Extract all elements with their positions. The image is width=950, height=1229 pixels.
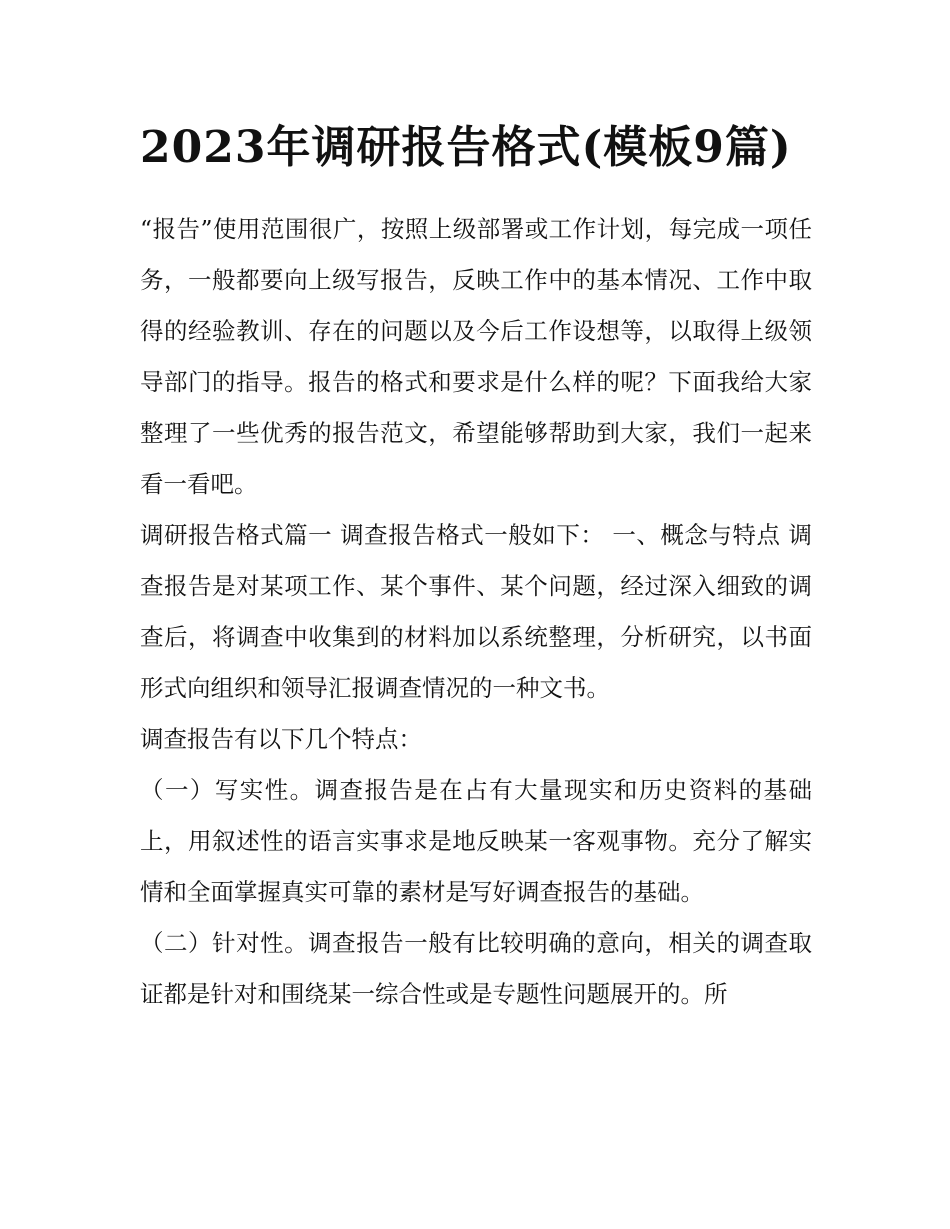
section-one-paragraph: 调研报告格式篇一 调查报告格式一般如下： 一、概念与特点 调查报告是对某项工作、某个事件、某个问题，经过深入细致的调查后，将调查中收集到的材料加以系统整理，分析研究，以书面形式向组织和领导汇报调查情况的一种文书。 bbox=[140, 521, 812, 702]
features-heading-paragraph: 调查报告有以下几个特点： bbox=[140, 725, 422, 753]
document-page bbox=[140, 110, 812, 1020]
intro-paragraph: “报告”使用范围很广，按照上级部署或工作计划，每完成一项任务，一般都要向上级写报告，反映工作中的基本情况、工作中取得的经验教训、存在的问题以及今后工作设想等，以取得上级领导部门的指导。报告的格式和要求是什么样的呢？下面我给大家整理了一些优秀的报告范文，希望能够帮助到大家，我们一起来看一看吧。 bbox=[140, 215, 812, 498]
document-title: 2023年调研报告格式(模板9篇) bbox=[140, 122, 792, 173]
feature-one-paragraph: （一）写实性。调查报告是在占有大量现实和历史资料的基础上，用叙述性的语言实事求是地反映某一客观事物。充分了解实情和全面掌握真实可靠的素材是写好调查报告的基础。 bbox=[140, 776, 812, 906]
feature-two-paragraph: （二）针对性。调查报告一般有比较明确的意向，相关的调查取证都是针对和围绕某一综合性或是专题性问题展开的。所 bbox=[140, 929, 812, 1008]
